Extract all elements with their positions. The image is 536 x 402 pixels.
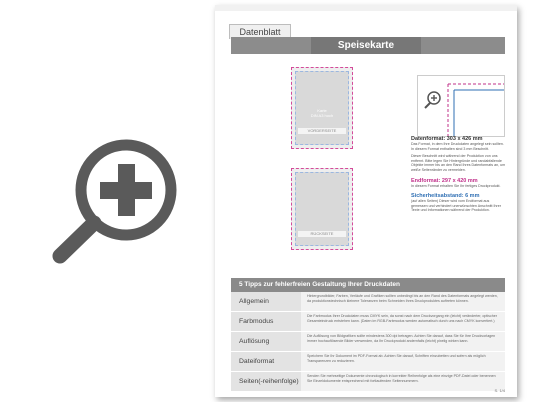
endformat-text: In diesem Format erhalten Sie Ihr fertiges Druckprodukt.	[411, 183, 501, 188]
sicherheit-text: (auf allen Seiten) Dieser wird vom Endformat aus gemessen und verhindert unerwünschten Anschnitt Ihrer Texte und Informationen während der Produktion.	[411, 199, 501, 213]
back-footer-label: RÜCKSEITE	[298, 231, 346, 237]
table-row	[231, 372, 505, 392]
preview-label-line2: DIN A3 hoch	[310, 113, 334, 118]
corner-detail	[417, 75, 505, 137]
table-row	[231, 332, 505, 352]
tip-key: Dateiformat	[231, 352, 301, 371]
front-footer-label: VORDERSEITE	[298, 128, 346, 134]
tip-value: Die Farbmodus Ihrer Druckdaten muss CMYK sein, da sonst nach dem Druckvorgang ein (leicht) veränderter, optischer Gesamteindruck entstehen kann. (Daten im RGB-Farbmodus werden automatisch durch uns nach CMYK konvertiert.)	[301, 312, 505, 331]
title-bar	[231, 37, 505, 54]
datenformat-text: Das Format, in dem Ihre Druckdaten angelegt sein sollten. In diesem Format enthalten sind 3 mm Beschnitt.	[411, 142, 504, 151]
datasheet-tab: Datenblatt	[229, 24, 291, 39]
table-row	[231, 292, 505, 312]
endformat-title: Endformat: 297 x 420 mm	[411, 177, 478, 184]
page-title: Speisekarte	[311, 37, 421, 54]
datasheet-page	[215, 5, 517, 397]
page-number: S. 1/4	[494, 388, 505, 393]
format-info	[411, 133, 506, 269]
tip-value: Senden Sie mehrseitige Dokumente chronologisch in korrekter Reihenfolge als eine einzige PDF-Datei oder benennen Sie Einzeldokumente entsprechend mit fortlaufenden Seitennummern.	[301, 372, 505, 391]
tip-key: Seiten(-reihenfolge)	[231, 372, 301, 391]
beschnitt-text: Dieser Beschnitt wird während der Produktion von uns entfernt. Bitte legen Sie Hintergründe und randabfallende Objekte immer bis an den Rand Ihres Datenformats an, um weiße Seitenränder zu vermeiden.	[411, 154, 506, 172]
table-row	[231, 312, 505, 332]
back-page-preview	[291, 168, 353, 250]
zoom-in-icon[interactable]	[48, 128, 188, 268]
datenformat-title: Datenformat: 303 x 426 mm	[411, 136, 483, 142]
preview-label-line1: Karte	[317, 108, 327, 113]
tip-value: Speichern Sie Ihr Dokument im PDF-Format ab. Achten Sie darauf, Schriften einzubetten und sofern als möglich Transparenzen zu reduzieren.	[301, 352, 505, 371]
tips-table	[231, 278, 505, 392]
tip-value: Hintergrundbilder, Farben, Verläufe und Grafiken sollten unbedingt bis an den Rand des Datenformats angelegt werden, da produktionstechnisch kleinere Toleranzen beim Schneiden Ihres Druckproduktes auftreten können.	[301, 292, 505, 311]
tip-key: Allgemein	[231, 292, 301, 311]
table-row	[231, 352, 505, 372]
tip-key: Auflösung	[231, 332, 301, 351]
tips-title: 5 Tipps zur fehlerfreien Gestaltung Ihrer Druckdaten	[231, 278, 505, 292]
sicherheit-title: Sicherheitsabstand: 6 mm	[411, 193, 480, 200]
tip-value: Die Auflösung von Bildgrafiken sollte mindestens 300 dpi betragen. Achten Sie darauf, dass Sie für Ihre Druckvorlagen immer hochauflösende Bilder verwenden, da Ihr Druckprodukt andernfalls (leicht) pixelig wirken kann.	[301, 332, 505, 351]
front-page-preview	[291, 67, 353, 149]
tip-key: Farbmodus	[231, 312, 301, 331]
